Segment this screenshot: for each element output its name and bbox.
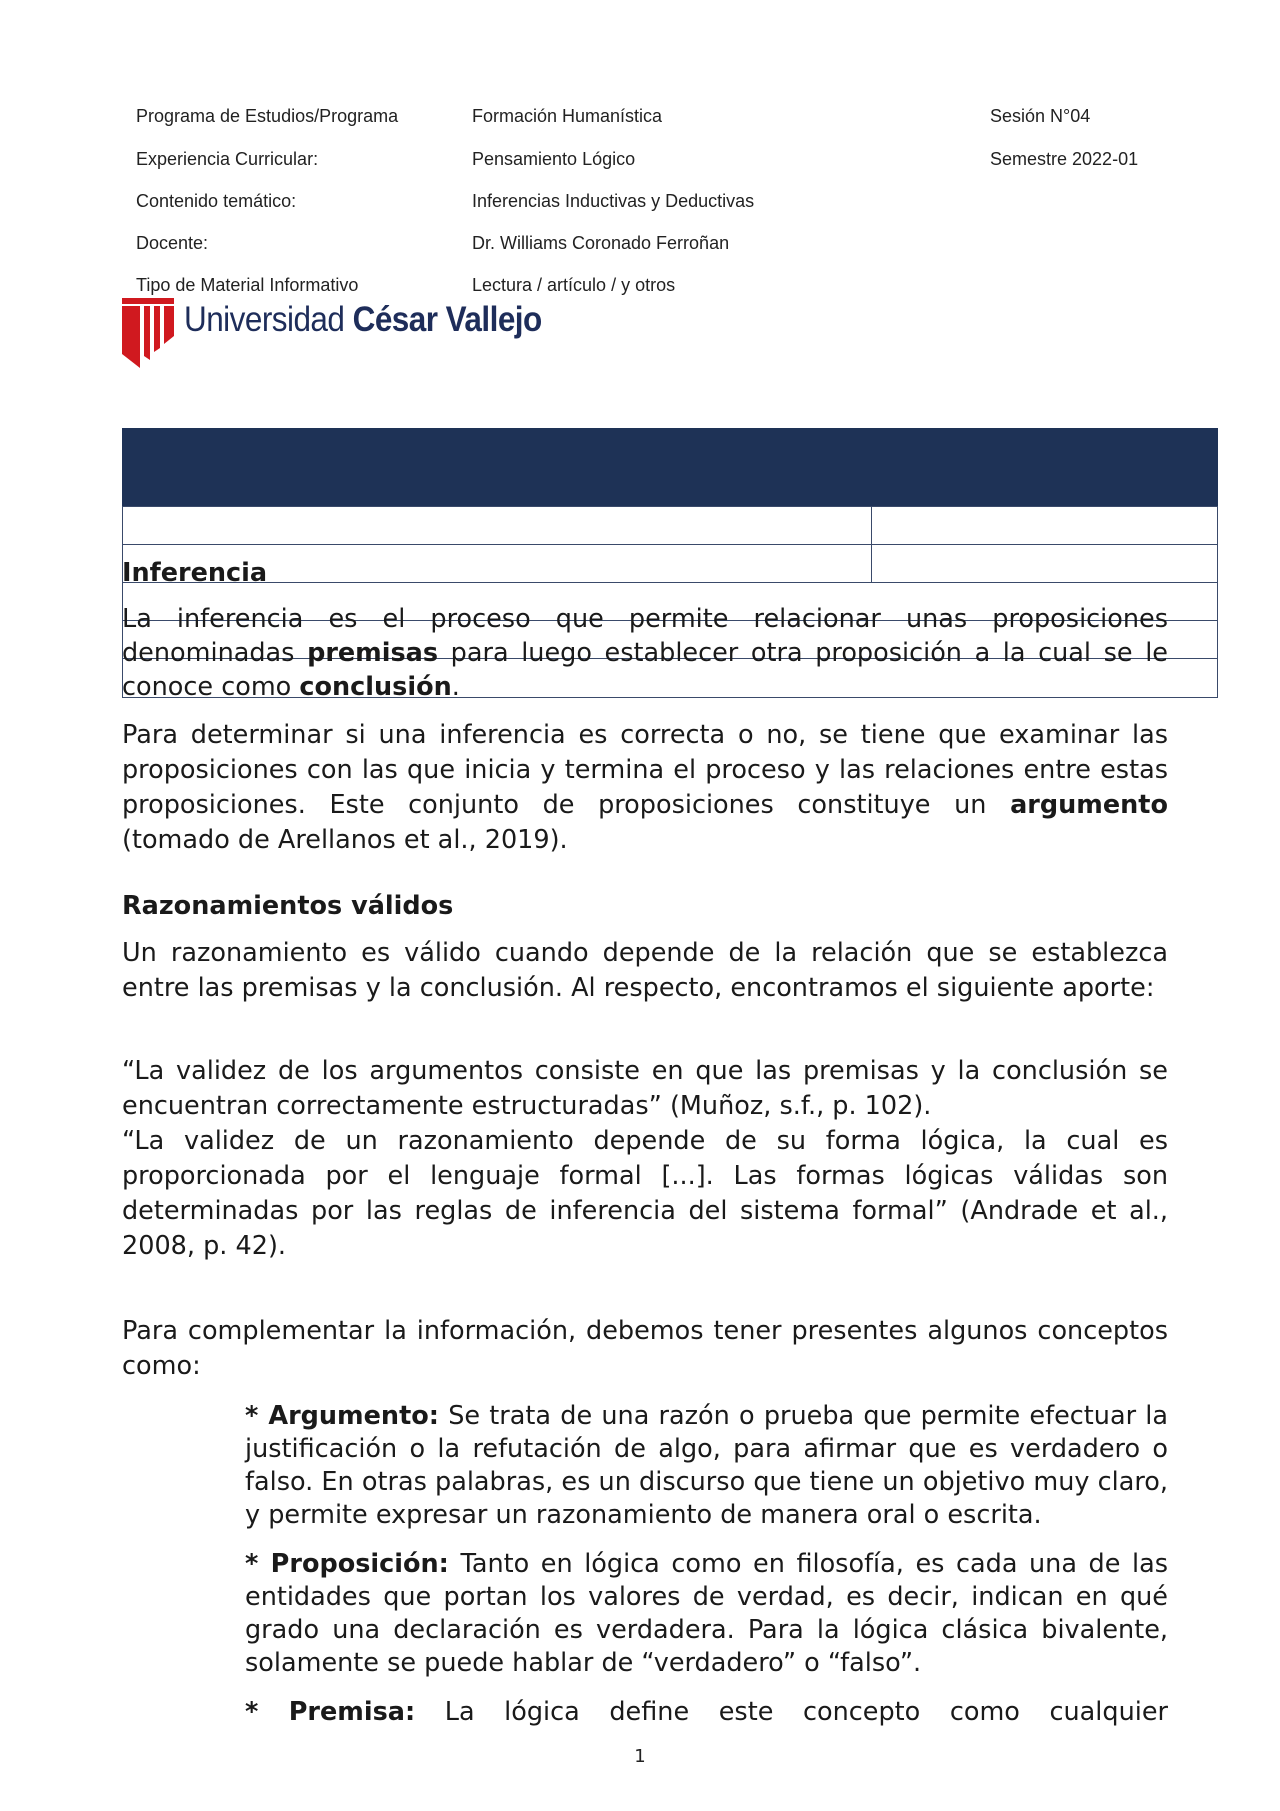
quote-andrade: “La validez de un razonamiento depende de su forma lógica, la cual es proporcionada por el lenguaje formal [...]. Las formas lógicas válidas son determinadas por las reglas de inferencia del sistema formal” (Andrade et al., 2008, p. 42). <box>122 1126 1168 1261</box>
university-name-regular: Universidad <box>184 300 353 339</box>
header-semester: Semestre 2022-01 <box>990 149 1139 169</box>
concept-premisa: * Premisa: La lógica define este concepto como cualquier <box>245 1697 1168 1727</box>
header-value-material: Lectura / artículo / y otros <box>472 275 676 295</box>
header-value-curricular: Pensamiento Lógico <box>472 149 636 169</box>
section-title-razonamientos: Razonamientos válidos <box>122 891 454 921</box>
header-value-content: Inferencias Inductivas y Deductivas <box>472 191 755 211</box>
university-logo <box>120 296 540 372</box>
header-value-teacher: Dr. Williams Coronado Ferroñan <box>472 233 730 253</box>
paragraph-complementar: Para complementar la información, debemos tener presentes algunos conceptos como: <box>122 1316 1168 1381</box>
paragraph-razonamiento: Un razonamiento es válido cuando depende de la relación que se establezca entre las premisas y la conclusión. Al respecto, encontramos el siguiente aporte: <box>122 938 1168 1003</box>
table-rule <box>123 544 1217 545</box>
concept-proposicion: * Proposición: Tanto en lógica como en filosofía, es cada una de las entidades que portan los valores de verdad, es decir, indican en qué grado una declaración es verdadera. Para la lógica clásica bivalente, solamente se puede hablar de “verdadero” o “falso”. <box>245 1549 1168 1678</box>
ucv-emblem-icon <box>120 296 176 370</box>
header-label-program: Programa de Estudios/Programa <box>136 106 399 126</box>
concept-argumento: * Argumento: Se trata de una razón o prueba que permite efectuar la justificación o la refutación de algo, para afirmar que es verdadero o falso. En otras palabras, es un discurso que tiene un objetivo muy claro, y permite expresar un razonamiento de manera oral o escrita. <box>245 1401 1169 1530</box>
paragraph-inferencia-definition: La inferencia es el proceso que permite relacionar unas proposiciones denominadas premisas para luego establecer otra proposición a la cual se le conoce como conclusión. <box>122 604 1168 702</box>
header-value-program: Formación Humanística <box>472 106 663 126</box>
header-label-material: Tipo de Material Informativo <box>136 275 359 295</box>
paragraph-inferencia-argument: Para determinar si una inferencia es correcta o no, se tiene que examinar las proposiciones con las que inicia y termina el proceso y las relaciones entre estas proposiciones. Este conjunto de proposiciones constituye un argumento (tomado de Arellanos et al., 2019). <box>122 720 1168 855</box>
page-number: 1 <box>634 1746 646 1767</box>
header-label-curricular: Experiencia Curricular: <box>136 149 319 169</box>
quote-munoz: “La validez de los argumentos consiste en que las premisas y la conclusión se encuentran correctamente estructuradas” (Muñoz, s.f., p. 102). <box>122 1056 1168 1121</box>
section-title-inferencia: Inferencia <box>122 558 268 588</box>
header-label-teacher: Docente: <box>136 233 209 253</box>
header-label-content: Contenido temático: <box>136 191 297 211</box>
university-name-bold: César Vallejo <box>352 300 542 339</box>
university-name <box>184 300 542 340</box>
title-banner <box>122 428 1218 506</box>
header-session: Sesión N°04 <box>990 106 1091 126</box>
